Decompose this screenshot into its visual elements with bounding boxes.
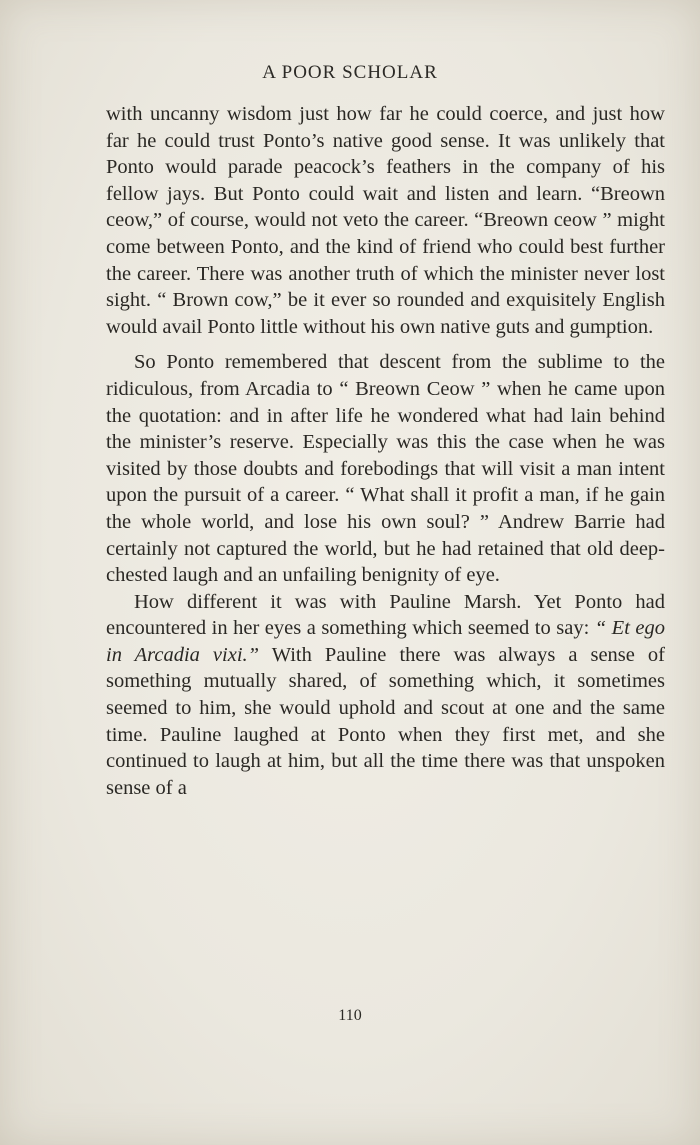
paragraph-3-start: How different it was with Pauline Marsh. Yet Ponto had encountered in her eyes a something which seemed to say: (106, 590, 665, 640)
paragraph-1: with uncanny wisdom just how far he could coerce, and just how far he could trust Ponto’s native good sense. It was unlikely that Ponto would parade peacock’s feathers in the company of his fellow jays. But Ponto could wait and listen and learn. “Breown ceow,” of course, would not veto the career. “Breown ceow ” might come between Ponto, and the kind of friend who could best further the career. There was another truth of which the minister never lost sight. “ Brown cow,” be it ever so rounded and exquisitely English would avail Ponto little without his own native guts and gumption. (106, 103, 665, 338)
paragraph-2: So Ponto remembered that descent from the sublime to the ridiculous, from Arcadia to “ Breown Ceow ” when he came upon the quotation: and in after life he wondered what had lain behind the minister’s reserve. Especially was this the case when he was visited by those doubts and forebodings that will visit a man intent upon the pursuit of a career. “ What shall it profit a man, if he gain the whole world, and lose his own soul? ” Andrew Barrie had certainly not captured the world, but he had retained that old deep-chested laugh and an unfailing benignity of eye. (106, 351, 665, 587)
body-text (106, 101, 665, 801)
latin-quotation: “ Et ego in Arcadia vixi.” (106, 617, 666, 666)
running-head: A POOR SCHOLAR (262, 62, 438, 83)
page-number: 110 (338, 1007, 362, 1024)
paragraph-3-end: With Pauline there was always a sense of something mutually shared, of something which, it sometimes seemed to him, she would uphold and scout at one and the same time. Pauline laughed at Ponto when they first met, and she continued to laugh at him, but all the time there was that unspoken sense of a (106, 643, 665, 799)
paragraph-3 (106, 589, 665, 802)
